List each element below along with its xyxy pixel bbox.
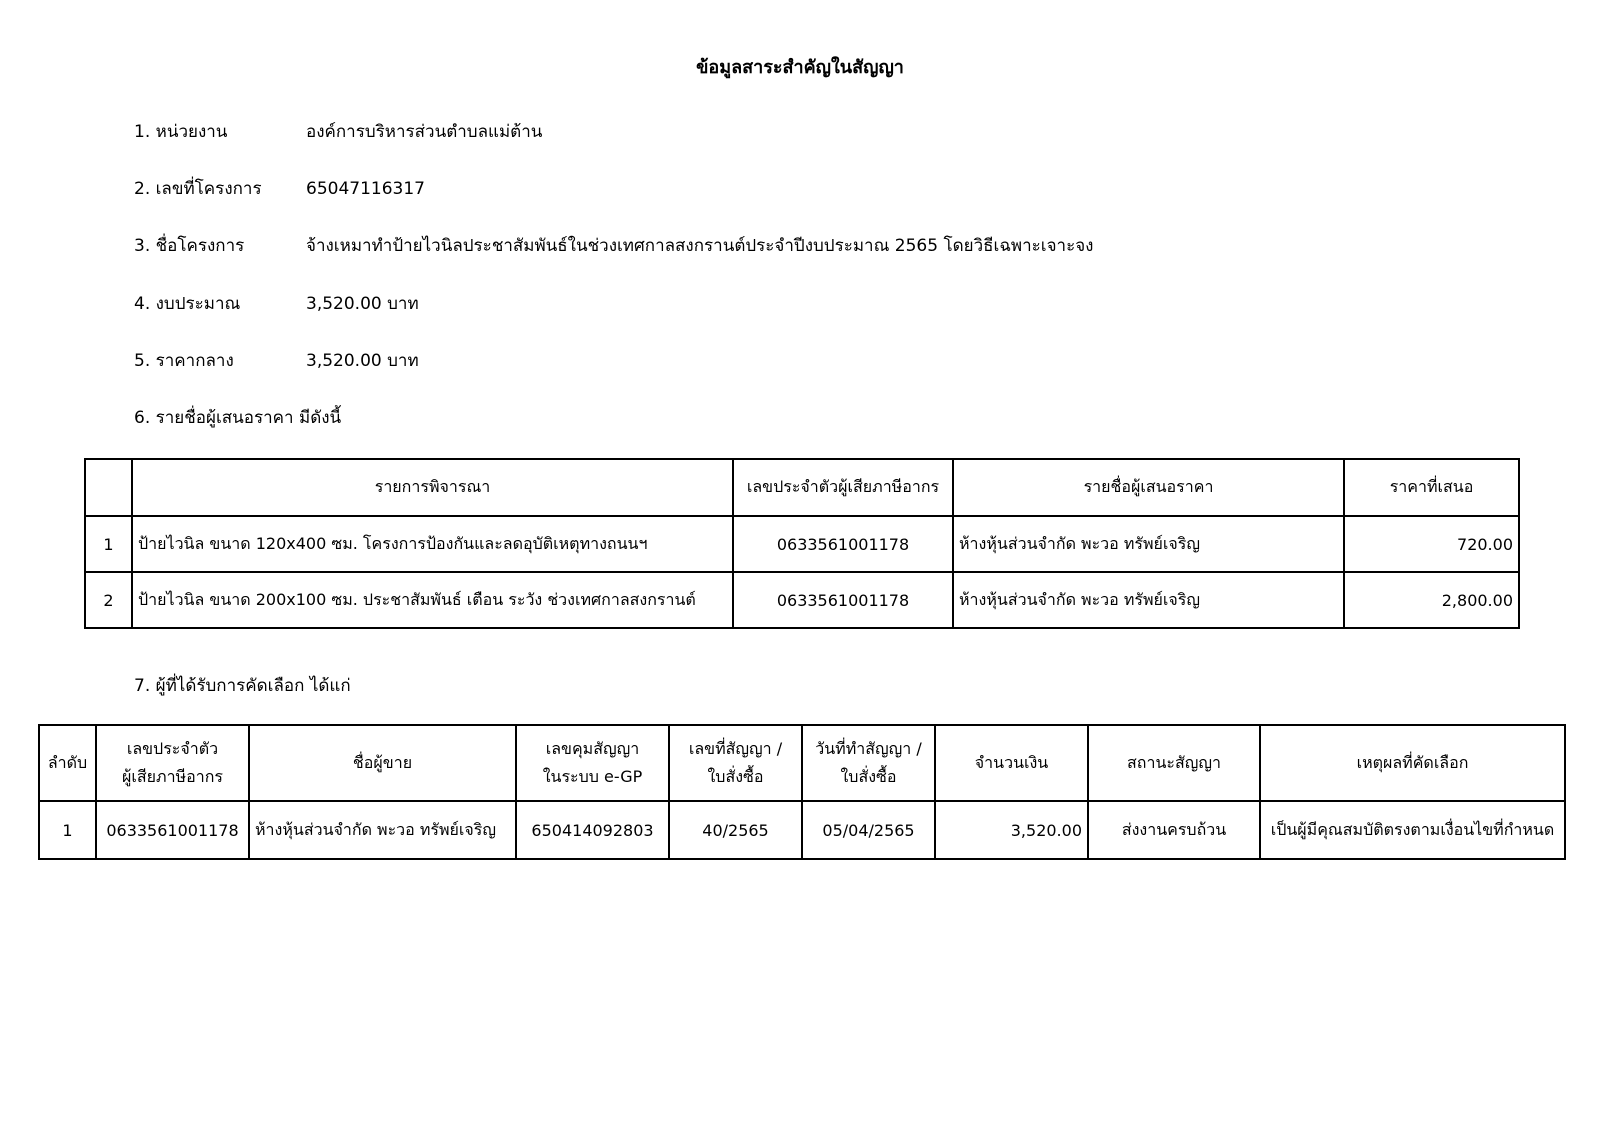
column-header-seller-name — [249, 725, 516, 801]
column-header-contract-number — [669, 725, 802, 801]
column-header-bidder-name: รายชื่อผู้เสนอราคา — [953, 459, 1344, 516]
column-header-contract-status — [1088, 725, 1260, 801]
cell-selection-reason: เป็นผู้มีคุณสมบัติตรงตามเงื่อนไขที่กำหนด — [1260, 801, 1565, 859]
document-title: ข้อมูลสาระสำคัญในสัญญา — [696, 57, 904, 78]
table-row — [39, 801, 1565, 859]
info-value: องค์การบริหารส่วนตำบลแม่ต้าน — [306, 122, 543, 142]
info-value: 3,520.00 บาท — [306, 294, 419, 314]
header-line: เลขที่สัญญา / — [688, 739, 783, 758]
header-line: ลำดับ — [47, 753, 88, 772]
winner-table — [38, 724, 1566, 860]
cell-offered-price: 720.00 — [1344, 516, 1519, 572]
header-line: ชื่อผู้ขาย — [352, 753, 413, 772]
cell-offered-price: 2,800.00 — [1344, 572, 1519, 628]
column-header-tax-id: เลขประจำตัวผู้เสียภาษีอากร — [733, 459, 953, 516]
info-row-project-number — [134, 175, 425, 203]
header-line: จำนวนเงิน — [974, 753, 1049, 772]
cell-contract-status: ส่งงานครบถ้วน — [1088, 801, 1260, 859]
cell-bidder-name: ห้างหุ้นส่วนจำกัด พะวอ ทรัพย์เจริญ — [953, 516, 1344, 572]
cell-order: 1 — [39, 801, 96, 859]
cell-index: 2 — [85, 572, 132, 628]
info-row-agency — [134, 118, 542, 146]
column-header-order — [39, 725, 96, 801]
header-line: ใบสั่งซื้อ — [840, 767, 897, 786]
bidders-table — [84, 458, 1520, 629]
cell-bidder-name: ห้างหุ้นส่วนจำกัด พะวอ ทรัพย์เจริญ — [953, 572, 1344, 628]
info-value: 3,520.00 บาท — [306, 351, 419, 371]
header-line: วันที่ทำสัญญา / — [815, 739, 922, 758]
cell-egp-number: 650414092803 — [516, 801, 669, 859]
column-header-tax-id — [96, 725, 249, 801]
column-header-contract-date — [802, 725, 935, 801]
column-header-amount — [935, 725, 1088, 801]
cell-amount: 3,520.00 — [935, 801, 1088, 859]
column-header-egp-number — [516, 725, 669, 801]
cell-tax-id: 0633561001178 — [96, 801, 249, 859]
cell-item: ป้ายไวนิล ขนาด 120x400 ซม. โครงการป้องกันและลดอุบัติเหตุทางถนนฯ — [132, 516, 733, 572]
header-line: ในระบบ e-GP — [542, 767, 643, 786]
winner-heading: 7. ผู้ที่ได้รับการคัดเลือก ได้แก่ — [134, 676, 351, 696]
table-row — [85, 516, 1519, 572]
info-value: จ้างเหมาทำป้ายไวนิลประชาสัมพันธ์ในช่วงเทศกาลสงกรานต์ประจำปีงบประมาณ 2565 โดยวิธีเฉพาะเจาะจง — [306, 236, 1094, 256]
header-line: ใบสั่งซื้อ — [707, 767, 764, 786]
info-value: 65047116317 — [306, 179, 425, 199]
info-row-budget — [134, 290, 419, 318]
bidders-heading: 6. รายชื่อผู้เสนอราคา มีดังนี้ — [134, 408, 342, 428]
header-line: เหตุผลที่คัดเลือก — [1356, 753, 1469, 772]
column-header-index — [85, 459, 132, 516]
column-header-selection-reason — [1260, 725, 1565, 801]
cell-tax-id: 0633561001178 — [733, 572, 953, 628]
info-label: 3. ชื่อโครงการ — [134, 236, 245, 256]
cell-seller-name: ห้างหุ้นส่วนจำกัด พะวอ ทรัพย์เจริญ — [249, 801, 516, 859]
column-header-offered-price: ราคาที่เสนอ — [1344, 459, 1519, 516]
cell-index: 1 — [85, 516, 132, 572]
table-header-row — [39, 725, 1565, 801]
table-row — [85, 572, 1519, 628]
info-label: 1. หน่วยงาน — [134, 122, 228, 142]
cell-contract-date: 05/04/2565 — [802, 801, 935, 859]
info-label: 2. เลขที่โครงการ — [134, 179, 262, 199]
column-header-item: รายการพิจารณา — [132, 459, 733, 516]
info-label: 5. ราคากลาง — [134, 351, 234, 371]
header-line: สถานะสัญญา — [1127, 753, 1221, 772]
info-row-median-price — [134, 347, 419, 375]
cell-contract-number: 40/2565 — [669, 801, 802, 859]
header-line: เลขประจำตัว — [126, 739, 219, 758]
table-header-row — [85, 459, 1519, 516]
header-line: เลขคุมสัญญา — [545, 739, 640, 758]
info-label: 4. งบประมาณ — [134, 294, 241, 314]
header-line: ผู้เสียภาษีอากร — [122, 767, 223, 786]
cell-tax-id: 0633561001178 — [733, 516, 953, 572]
cell-item: ป้ายไวนิล ขนาด 200x100 ซม. ประชาสัมพันธ์ เตือน ระวัง ช่วงเทศกาลสงกรานต์ — [132, 572, 733, 628]
info-row-project-name — [134, 232, 1094, 260]
